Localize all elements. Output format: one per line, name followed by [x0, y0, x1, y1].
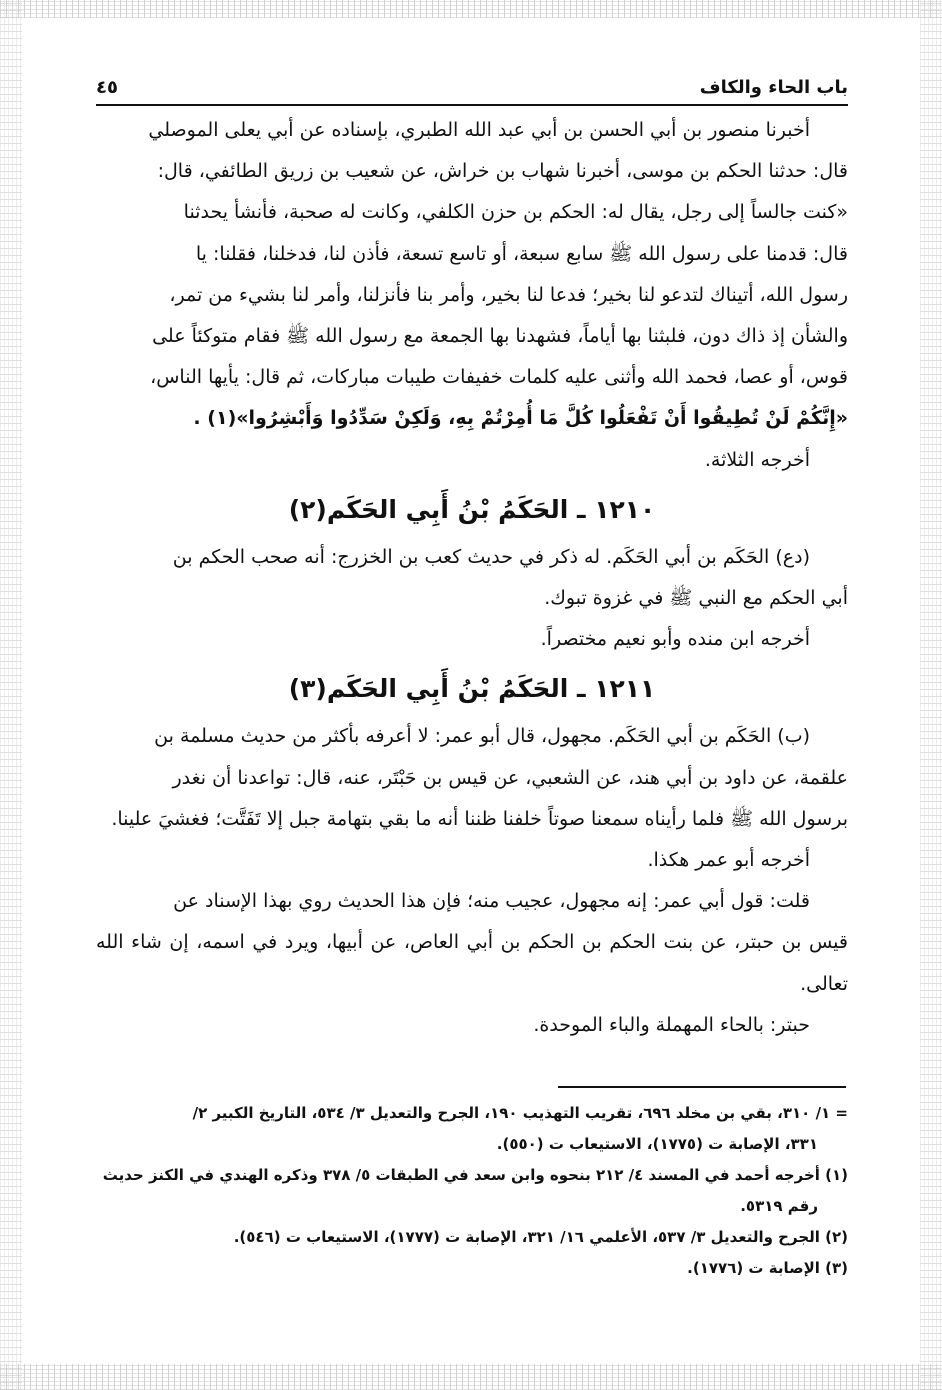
text-line: (دع) الحَكَم بن أبي الحَكَم. له ذكر في حديث كعب بن الخزرج: أنه صحب الحكم بن — [172, 545, 810, 568]
entry-1211 — [96, 716, 848, 1046]
left-decorative-border — [0, 0, 22, 1390]
page-content — [96, 70, 848, 1046]
entry-heading-1210: ١٢١٠ ـ الحَكَمُ بْنُ أَبِي الحَكَم(٢) — [288, 494, 656, 524]
source-note: أخرجه ابن منده وأبو نعيم مختصراً. — [540, 628, 810, 651]
source-note: أخرجه أبو عمر هكذا. — [647, 849, 810, 872]
footnote-separator — [558, 1086, 846, 1088]
text-line: والشأن إذ ذاك دون، فلبثنا بها أياماً، فشهدنا بها الجمعة مع رسول الله ﷺ فقام متوكئاً على — [152, 325, 848, 348]
footnote-1: (١) أخرجه أحمد في المسند ٤/ ٢١٢ بنحوه وابن سعد في الطبقات ٥/ ٣٧٨ وذكره الهندي في الكنز حديث — [102, 1166, 848, 1184]
footnote-1-cont: رقم ٥٣١٩. — [740, 1197, 818, 1215]
paragraph-isnad — [96, 110, 848, 481]
footnote-3: (٣) الإصابة ت (١٧٧٦). — [687, 1259, 848, 1277]
text-line: أخبرنا منصور بن أبي الحسن بن أبي عبد الله الطبري، بإسناده عن أبي يعلى الموصلي — [148, 119, 810, 141]
entry-1210 — [96, 537, 848, 661]
header-rule — [96, 104, 848, 106]
text-line: قال: قدمنا على رسول الله ﷺ سابع سبعة، أو تاسع تسعة، فأذن لنا، فدخلنا، فقلنا: يا — [195, 242, 848, 265]
footnote-continued: ٣٣١، الإصابة ت (١٧٧٥)، الاستيعاب ت (٥٥٠). — [496, 1135, 818, 1153]
page-number: ٤٥ — [96, 76, 118, 98]
text-line: علقمة، عن داود بن أبي هند، عن الشعبي، عن قيس بن حَبْتَر، عنه، قال: تواعدنا أن نغدر — [172, 766, 848, 789]
right-decorative-border — [920, 0, 942, 1390]
text-line: أبي الحكم مع النبي ﷺ في غزوة تبوك. — [544, 587, 848, 610]
footnote-continued: = ١/ ٣١٠، بقي بن مخلد ٦٩٦، تقريب التهذيب ١٩٠، الجرح والتعديل ٣/ ٥٣٤، التاريخ الكبير ٢/ — [192, 1104, 848, 1122]
text-line: قال: حدثنا الحكم بن موسى، أخبرنا شهاب بن خراش، عن شعيب بن زريق الطائفي، قال: — [157, 160, 848, 183]
footnotes — [96, 1098, 848, 1284]
text-line: قيس بن حبتر، عن بنت الحكم بن الحكم بن أبي العاص، عن أبيها، ويرد في اسمه، إن شاء الله تعالى. — [96, 931, 848, 995]
text-line: برسول الله ﷺ فلما رأيناه سمعنا صوتاً خلفنا ظننا أنه ما بقي بتهامة جبل إلا تَفَتَّت؛ فغشيَ علينا. — [111, 807, 848, 830]
footnote-2: (٢) الجرح والتعديل ٣/ ٥٣٧، الأعلمي ١٦/ ٣٢١، الإصابة ت (١٧٧٧)، الاستيعاب ت (٥٤٦). — [233, 1228, 848, 1246]
top-decorative-border — [0, 0, 942, 18]
text-line: رسول الله، أتيناك لتدعو لنا بخير؛ فدعا لنا بخير، وأمر بنا فأنزلنا، وأمر لنا بشيء من تمر، — [169, 283, 848, 306]
text-line: (ب) الحَكَم بن أبي الحَكَم. مجهول، قال أبو عمر: لا أعرفه بأكثر من حديث مسلمة بن — [154, 725, 810, 748]
entry-heading-1211: ١٢١١ ـ الحَكَمُ بْنُ أَبِي الحَكَم(٣) — [288, 674, 656, 704]
text-line: قلت: قول أبي عمر: إنه مجهول، عجيب منه؛ فإن هذا الحديث روي بهذا الإسناد عن — [173, 890, 810, 913]
text-line: «كنت جالساً إلى رجل، يقال له: الحكم بن حزن الكلفي، وكانت له صحبة، فأنشأ يحدثنا — [183, 201, 848, 224]
bottom-decorative-border — [0, 1364, 942, 1390]
source-note: أخرجه الثلاثة. — [704, 448, 810, 471]
spelling-note: حبتر: بالحاء المهملة والباء الموحدة. — [533, 1013, 810, 1036]
text-line: قوس، أو عصا، فحمد الله وأثنى عليه كلمات خفيفات طيبات مباركات، ثم قال: يأيها الناس، — [150, 366, 848, 389]
hadith-line: «إِنَّكُمْ لَنْ تُطِيقُوا أَنْ تَفْعَلُوا كُلَّ مَا أُمِرْتُمْ بِهِ، وَلَكِنْ سَدِّدُوا وَأَبْشِرُوا»(١) . — [193, 407, 848, 430]
page-header — [96, 70, 848, 104]
chapter-title: باب الحاء والكاف — [699, 76, 848, 98]
